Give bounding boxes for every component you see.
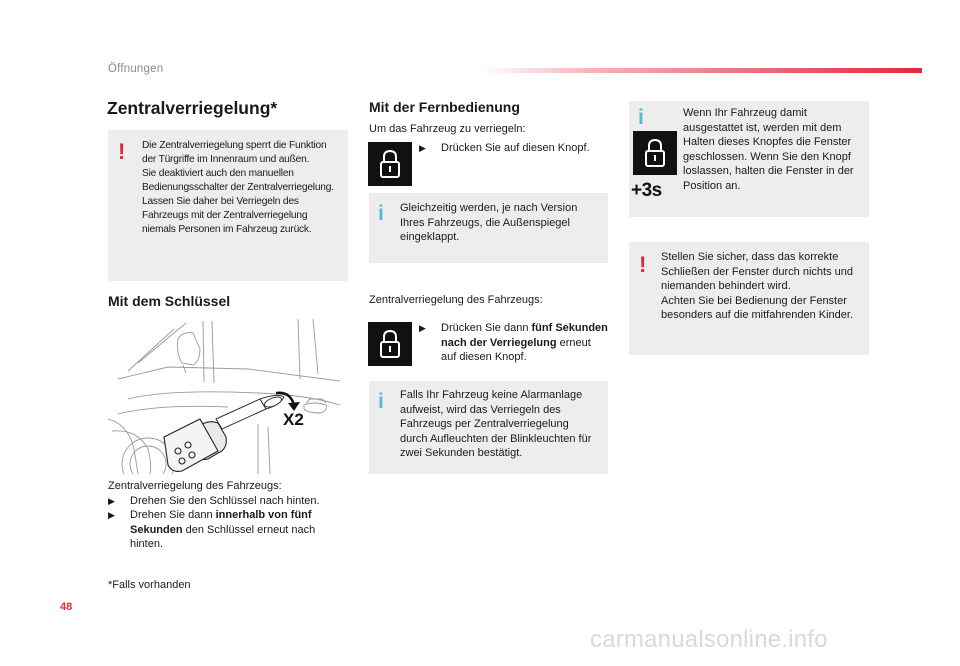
info-box-mirrors — [369, 193, 608, 263]
list-item: ▶ Drücken Sie dann fünf Sekunden nach der Verriegelung erneut auf diesen Knopf. — [419, 322, 608, 364]
car-door-key-drawing — [108, 319, 348, 474]
warning-box-central-locking — [108, 130, 348, 281]
warning-box-windows — [629, 242, 869, 355]
turn-count-label: X2 — [283, 410, 304, 429]
section-header: Öffnungen — [108, 63, 164, 75]
info-icon: i — [638, 106, 644, 129]
exclamation-icon: ! — [639, 252, 647, 277]
triangle-bullet-icon: ▶ — [108, 495, 115, 506]
warning-text: Die Zentralverriegelung sperrt die Funktion der Türgriffe im Innenraum und außen. Sie deaktiviert auch den manuellen Bedienungsschalter der Zentralverriegelung. Lassen Sie daher bei Verriegeln des Fahrzeugs mit der Zentralverriegelung niemals Personen im Fahrzeug zurück. — [142, 140, 334, 235]
padlock-icon — [633, 131, 677, 175]
key-door-illustration — [108, 319, 348, 474]
info-icon: i — [378, 390, 384, 413]
triangle-bullet-icon: ▶ — [108, 510, 115, 521]
info-box-windows — [629, 101, 869, 217]
page-title: Zentralverriegelung* — [107, 98, 278, 118]
header-accent-bar — [480, 68, 922, 73]
page-number: 48 — [60, 601, 73, 613]
padlock-icon — [368, 142, 412, 186]
exclamation-icon: ! — [118, 139, 126, 164]
remote-intro-2: Zentralverriegelung des Fahrzeugs: — [369, 294, 543, 306]
watermark: carmanualsonline.info — [590, 626, 828, 653]
info-box-indicators — [369, 381, 608, 474]
info-icon: i — [378, 202, 384, 225]
warning-text: Stellen Sie sicher, dass das korrekte Schließen der Fenster durch nichts und niemanden behindert wird. Achten Sie bei Bedienung der Fenster besonders auf die mitfahrenden Kinder. — [661, 251, 854, 322]
hold-duration-label: +3s — [631, 180, 662, 201]
list-item: ▶ Drehen Sie dann innerhalb von fünf Sekunden den Schlüssel erneut nach hinten. — [108, 509, 316, 551]
info-text: Gleichzeitig werden, je nach Version Ihres Fahrzeugs, die Außenspiegel eingeklappt. — [400, 202, 578, 244]
list-item: ▶ Drücken Sie auf diesen Knopf. — [419, 142, 590, 154]
footnote: *Falls vorhanden — [108, 579, 191, 591]
key-section-title: Mit dem Schlüssel — [108, 293, 231, 309]
key-instructions: Zentralverriegelung des Fahrzeugs: ▶ Drehen Sie den Schlüssel nach hinten. ▶ Drehen Sie dann innerhalb von fünf Sekunden den Schlüssel erneut nach hinten. — [108, 479, 348, 552]
remote-section-title: Mit der Fernbedienung — [369, 99, 520, 115]
remote-intro: Um das Fahrzeug zu verriegeln: — [369, 123, 526, 135]
info-text: Wenn Ihr Fahrzeug damit ausgestattet ist, werden mit dem Halten dieses Knopfes die Fenster geschlossen. Wenn Sie den Knopf loslassen, halten die Fenster in der Position an. — [683, 107, 854, 192]
triangle-bullet-icon: ▶ — [419, 323, 426, 333]
padlock-icon — [368, 322, 412, 366]
triangle-bullet-icon: ▶ — [419, 143, 426, 153]
list-item: ▶ Drehen Sie den Schlüssel nach hinten. — [108, 494, 320, 507]
info-text: Falls Ihr Fahrzeug keine Alarmanlage aufweist, wird das Verriegeln des Fahrzeugs per Zentralverriegelung durch Aufleuchten der Blinkleuchten für zwei Sekunden bestätigt. — [400, 389, 592, 460]
